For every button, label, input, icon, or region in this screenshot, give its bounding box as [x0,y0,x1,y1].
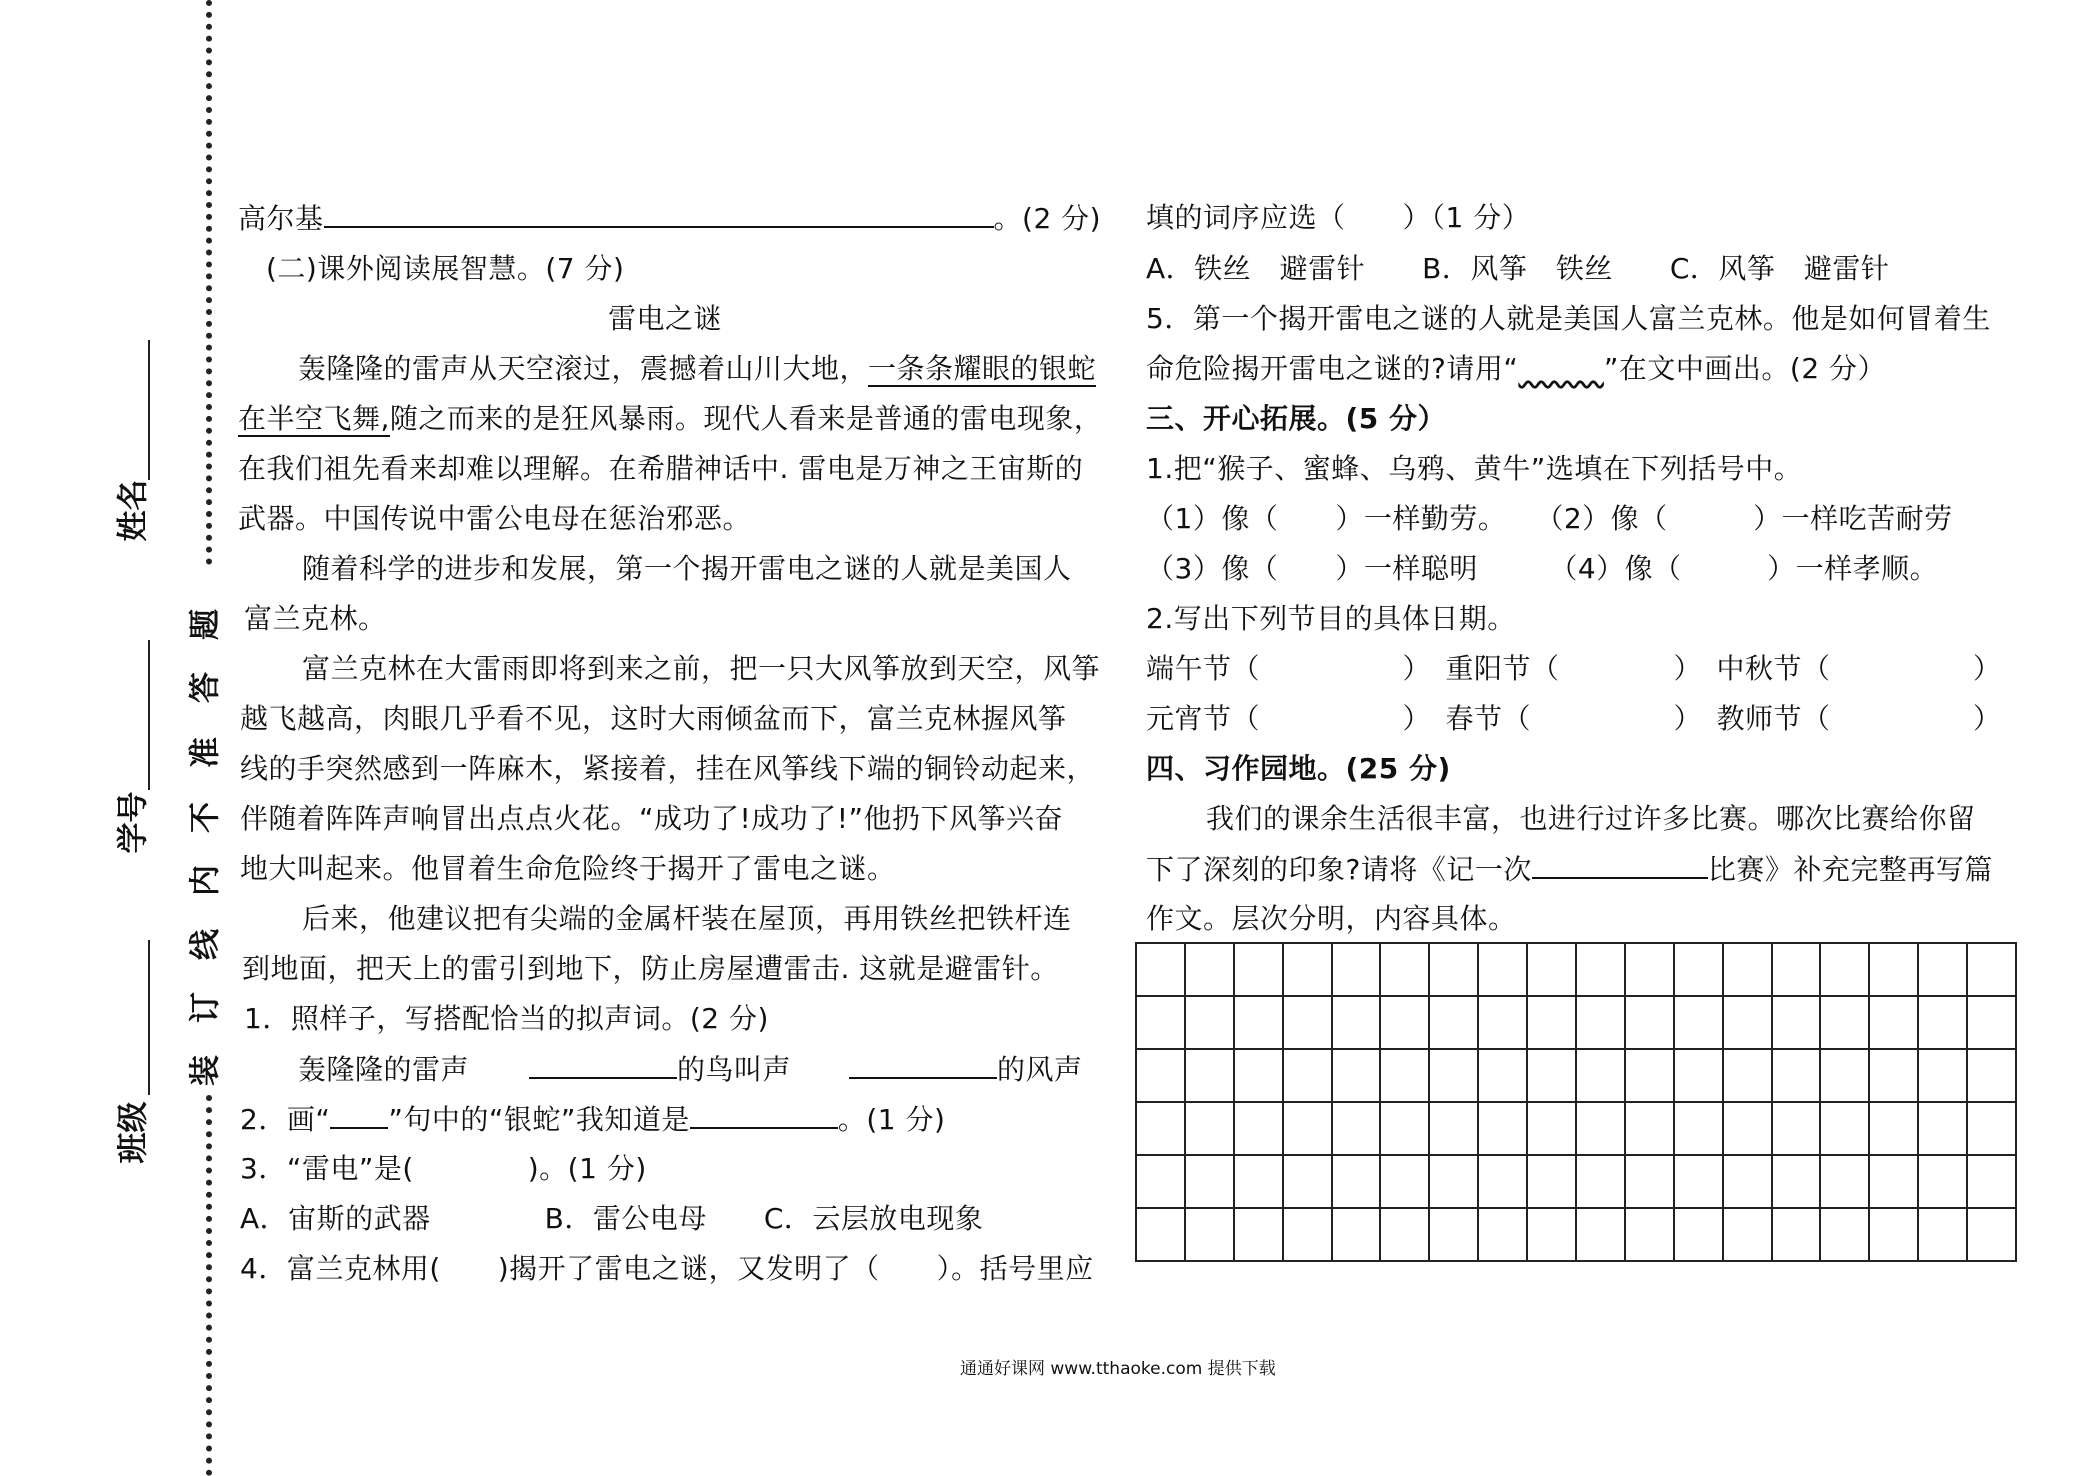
seal-char: 装 [187,1055,224,1086]
class-label: 班级 [115,1101,152,1164]
grid-cell[interactable] [1333,944,1382,997]
grid-cell[interactable] [1773,1209,1822,1262]
section-three-heading: 三、开心拓展。(5 分） [1146,402,1447,435]
id-label: 学号 [115,791,152,854]
grid-cell[interactable] [1284,1103,1333,1156]
animal-blanks-row-2: （3）像（ ）一样聪明 （4）像（ ）一样孝顺。 [1146,552,1939,585]
grid-cell[interactable] [1577,1156,1626,1209]
grid-cell[interactable] [1870,997,1919,1050]
grid-cell[interactable] [1479,997,1528,1050]
grid-cell[interactable] [1870,1103,1919,1156]
passage-line: 越飞越高，肉眼几乎看不见，这时大雨倾盆而下，富兰克林握风筝 [240,702,1067,735]
grid-cell[interactable] [1284,944,1333,997]
grid-cell[interactable] [1186,997,1235,1050]
grid-cell[interactable] [1724,997,1773,1050]
grid-cell[interactable] [1186,1050,1235,1103]
grid-cell[interactable] [1186,1156,1235,1209]
grid-cell[interactable] [1137,1156,1186,1209]
grid-cell[interactable] [1186,944,1235,997]
grid-cell[interactable] [1821,1050,1870,1103]
grid-cell[interactable] [1773,944,1822,997]
grid-cell[interactable] [1137,1050,1186,1103]
grid-cell[interactable] [1381,1156,1430,1209]
grid-cell[interactable] [1479,1103,1528,1156]
passage-line: 在半空飞舞,随之而来的是狂风暴雨。现代人看来是普通的雷电现象， [238,402,1103,435]
grid-cell[interactable] [1919,944,1968,997]
grid-cell[interactable] [1968,997,2017,1050]
grid-cell[interactable] [1479,1050,1528,1103]
wind-sound-blank[interactable] [849,1047,997,1079]
grid-cell[interactable] [1870,1050,1919,1103]
passage-line: 在我们祖先看来却难以理解。在希腊神话中. 雷电是万神之王宙斯的 [238,452,1084,485]
grid-cell[interactable] [1528,1156,1577,1209]
grid-cell[interactable] [1235,1103,1284,1156]
passage-line: 线的手突然感到一阵麻木，紧接着，挂在风筝线下端的铜铃动起来， [240,752,1096,785]
grid-cell[interactable] [1724,1050,1773,1103]
grid-cell[interactable] [1430,1103,1479,1156]
grid-cell[interactable] [1724,1103,1773,1156]
competition-name-blank[interactable] [1532,847,1708,879]
bird-sound-blank[interactable] [529,1047,677,1079]
grid-cell[interactable] [1626,1156,1675,1209]
grid-cell[interactable] [1919,997,1968,1050]
passage-line: 后来，他建议把有尖端的金属杆装在屋顶，再用铁丝把铁杆连 [302,902,1072,935]
grid-cell[interactable] [1724,1209,1773,1262]
grid-cell[interactable] [1919,1209,1968,1262]
grid-cell[interactable] [1186,1103,1235,1156]
grid-cell[interactable] [1968,944,2017,997]
grid-cell[interactable] [1333,1050,1382,1103]
seal-char: 不 [187,802,224,833]
grid-cell[interactable] [1675,1050,1724,1103]
grid-cell[interactable] [1137,997,1186,1050]
grid-cell[interactable] [1333,1103,1382,1156]
question-3-options: A．宙斯的武器 B．雷公电母 C．云层放电现象 [240,1202,984,1235]
name-label: 姓名 [115,479,152,542]
composition-prompt-line: 作文。层次分明，内容具体。 [1146,902,1517,935]
section-two-heading: (二)课外阅读展智慧。(7 分) [266,252,625,285]
gorky-answer-blank[interactable] [324,196,994,228]
grid-cell[interactable] [1333,1209,1382,1262]
grid-cell[interactable] [1626,1209,1675,1262]
grid-cell[interactable] [1968,1103,2017,1156]
grid-cell[interactable] [1675,1103,1724,1156]
seal-char: 内 [187,865,224,896]
seal-char: 线 [187,929,224,960]
grid-cell[interactable] [1284,1050,1333,1103]
question-2: 2．画“ ”句中的“银蛇”我知道是 。(1 分) [240,1097,945,1142]
grid-cell[interactable] [1381,1103,1430,1156]
grid-cell[interactable] [1479,944,1528,997]
seal-char: 答 [187,672,224,703]
passage-line: 武器。中国传说中雷公电母在惩治邪恶。 [238,502,752,535]
composition-prompt-line: 下了深刻的印象?请将《记一次 比赛》补充完整再写篇 [1146,847,1993,892]
seal-char: 订 [187,992,224,1023]
grid-cell[interactable] [1528,1050,1577,1103]
grid-cell[interactable] [1381,1050,1430,1103]
grid-cell[interactable] [1430,1156,1479,1209]
grid-cell[interactable] [1430,944,1479,997]
question-4: 4．富兰克林用( )揭开了雷电之谜，又发明了（ ）。括号里应 [240,1252,1094,1285]
grid-cell[interactable] [1381,997,1430,1050]
grid-cell[interactable] [1968,1209,2017,1262]
grid-cell[interactable] [1626,997,1675,1050]
grid-cell[interactable] [1528,944,1577,997]
footer-source: 通通好课网 www.tthaoke.com 提供下载 [960,1359,1276,1379]
grid-cell[interactable] [1821,944,1870,997]
grid-cell[interactable] [1186,1209,1235,1262]
gorky-answer-line: 高尔基 。(2 分) [238,196,1101,241]
grid-cell[interactable] [1235,997,1284,1050]
grid-cell[interactable] [1675,1156,1724,1209]
grid-cell[interactable] [1577,1209,1626,1262]
grid-cell[interactable] [1284,1209,1333,1262]
question-4-continued: 填的词序应选（ ）（1 分） [1146,201,1531,234]
grid-cell[interactable] [1675,997,1724,1050]
underlined-sentence: 一条条耀眼的银蛇 [868,352,1097,385]
silver-snake-answer-blank[interactable] [690,1097,838,1129]
grid-cell[interactable] [1577,997,1626,1050]
grid-cell[interactable] [1870,1209,1919,1262]
composition-prompt-line: 我们的课余生活很丰富，也进行过许多比赛。哪次比赛给你留 [1206,802,1976,835]
grid-cell[interactable] [1773,997,1822,1050]
underline-sample [330,1097,388,1129]
grid-cell[interactable] [1724,944,1773,997]
grid-cell[interactable] [1577,1050,1626,1103]
grid-cell[interactable] [1821,1209,1870,1262]
grid-cell[interactable] [1773,1156,1822,1209]
grid-cell[interactable] [1430,997,1479,1050]
grid-cell[interactable] [1430,1050,1479,1103]
grid-cell[interactable] [1919,1103,1968,1156]
grid-cell[interactable] [1528,1209,1577,1262]
class-write-line [148,940,150,1095]
grid-cell[interactable] [1235,1209,1284,1262]
question-4-options: A．铁丝 避雷针 B．风筝 铁丝 C．风筝 避雷针 [1146,252,1890,285]
passage-line: 伴随着阵阵声响冒出点点火花。“成功了!成功了!”他扔下风筝兴奋 [240,802,1063,835]
passage-line: 到地面，把天上的雷引到地下，防止房屋遭雷击. 这就是避雷针。 [242,952,1059,985]
grid-cell[interactable] [1235,944,1284,997]
grid-cell[interactable] [1528,997,1577,1050]
grid-cell[interactable] [1381,944,1430,997]
question-5: 5．第一个揭开雷电之谜的人就是美国人富兰克林。他是如何冒着生 [1146,302,1991,335]
grid-cell[interactable] [1919,1156,1968,1209]
question-3: 3．“雷电”是( )。(1 分) [240,1152,647,1185]
passage-title: 雷电之谜 [608,302,723,335]
question-1-items: 轰隆隆的雷声 的鸟叫声 的风声 [298,1047,1083,1092]
festival-row-2: 元宵节（ ） 春节（ ） 教师节（ ） [1146,702,2002,735]
seal-char: 准 [187,737,224,768]
grid-cell[interactable] [1333,997,1382,1050]
grid-cell[interactable] [1137,1209,1186,1262]
grid-cell[interactable] [1919,1050,1968,1103]
wavy-line-sample [1518,352,1604,385]
passage-line: 轰隆隆的雷声从天空滚过，震撼着山川大地，一条条耀眼的银蛇 [298,352,1097,385]
grid-cell[interactable] [1675,944,1724,997]
composition-writing-grid[interactable] [1135,942,2017,1262]
question-5-continued: 命危险揭开雷电之谜的?请用“ ”在文中画出。(2 分） [1146,352,1887,385]
grid-cell[interactable] [1284,1156,1333,1209]
name-write-line [148,340,150,480]
grid-cell[interactable] [1821,1103,1870,1156]
grid-cell[interactable] [1479,1156,1528,1209]
grid-cell[interactable] [1577,1103,1626,1156]
grid-cell[interactable] [1528,1103,1577,1156]
section-four-heading: 四、习作园地。(25 分) [1146,752,1451,785]
grid-cell[interactable] [1137,944,1186,997]
grid-cell[interactable] [1773,1050,1822,1103]
grid-cell[interactable] [1675,1209,1724,1262]
passage-line: 富兰克林。 [244,602,387,635]
id-write-line [148,640,150,790]
dotted-binding-line-bottom [206,1095,212,1476]
grid-cell[interactable] [1773,1103,1822,1156]
grid-cell[interactable] [1137,1103,1186,1156]
seal-char: 题 [187,609,224,640]
grid-cell[interactable] [1577,944,1626,997]
grid-cell[interactable] [1626,944,1675,997]
grid-cell[interactable] [1724,1156,1773,1209]
passage-line: 地大叫起来。他冒着生命危险终于揭开了雷电之谜。 [240,852,896,885]
grid-cell[interactable] [1381,1209,1430,1262]
grid-cell[interactable] [1626,1103,1675,1156]
animal-blanks-row-1: （1）像（ ）一样勤劳。 （2）像（ ）一样吃苦耐劳 [1146,502,1953,535]
grid-cell[interactable] [1430,1209,1479,1262]
grid-cell[interactable] [1479,1209,1528,1262]
dotted-binding-line-top [206,0,212,565]
fill-animals-instruction: 1.把“猴子、蜜蜂、乌鸦、黄牛”选填在下列括号中。 [1146,452,1803,485]
grid-cell[interactable] [1626,1050,1675,1103]
grid-cell[interactable] [1968,1156,2017,1209]
underlined-sentence: 在半空飞舞, [238,402,390,435]
festival-row-1: 端午节（ ） 重阳节（ ） 中秋节（ ） [1146,652,2002,685]
passage-line: 富兰克林在大雷雨即将到来之前，把一只大风筝放到天空，风筝 [302,652,1101,685]
grid-cell[interactable] [1821,1156,1870,1209]
grid-cell[interactable] [1821,997,1870,1050]
grid-cell[interactable] [1870,944,1919,997]
grid-cell[interactable] [1235,1050,1284,1103]
grid-cell[interactable] [1235,1156,1284,1209]
question-1: 1．照样子，写搭配恰当的拟声词。(2 分) [244,1002,769,1035]
grid-cell[interactable] [1870,1156,1919,1209]
passage-line: 随着科学的进步和发展，第一个揭开雷电之谜的人就是美国人 [302,552,1072,585]
grid-cell[interactable] [1968,1050,2017,1103]
grid-cell[interactable] [1333,1156,1382,1209]
festival-dates-instruction: 2.写出下列节目的具体日期。 [1146,602,1516,635]
grid-cell[interactable] [1284,997,1333,1050]
